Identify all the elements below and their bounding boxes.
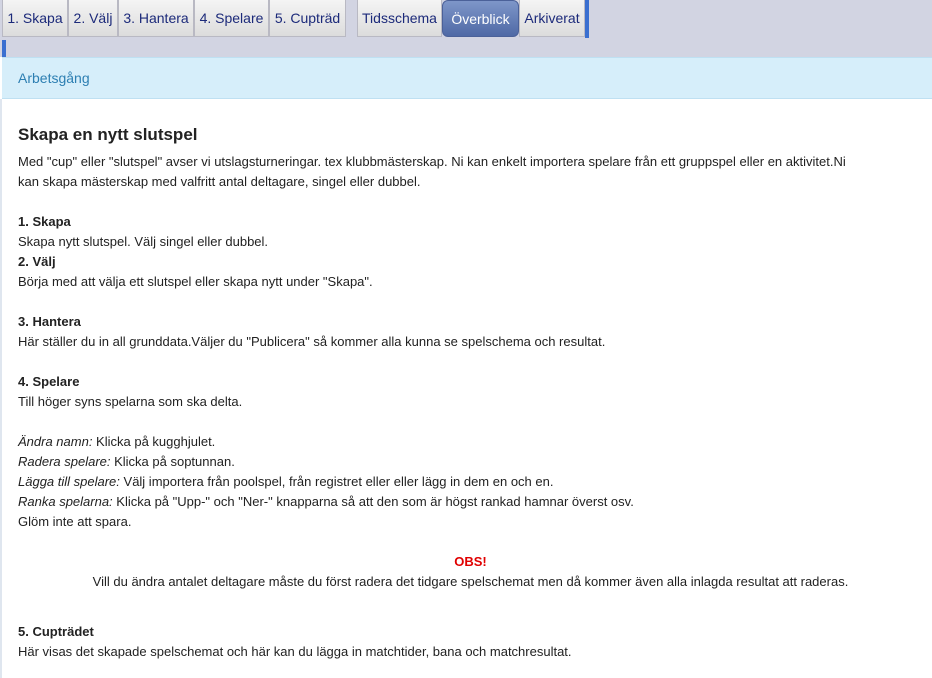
section-skapa	[18, 212, 923, 252]
left-border	[0, 99, 2, 678]
tip-rank-text: Klicka på "Upp-" och "Ner-" knapparna så att den som är högst rankad hamnar överst osv.	[112, 494, 634, 509]
section-hantera-text: Här ställer du in all grunddata.Väljer du "Publicera" så kommer alla kunna se spelschema och resultat.	[18, 334, 606, 349]
warning-title: OBS!	[454, 554, 487, 569]
section-hantera-title: 3. Hantera	[18, 314, 81, 329]
warning-text: Vill du ändra antalet deltagare måste du först radera det tidgare spelschemat men då kommer även alla inlagda resultat att raderas.	[92, 574, 849, 589]
tip-rename-label: Ändra namn:	[18, 434, 93, 449]
tip-rename-text: Klicka på kugghjulet.	[92, 434, 216, 449]
tab-hantera[interactable]: 3. Hantera	[118, 0, 194, 37]
tab-spelare[interactable]: 4. Spelare	[194, 0, 269, 37]
intro-line-2: kan skapa mästerskap med valfritt antal deltagare, singel eller dubbel.	[18, 174, 421, 189]
tab-valj[interactable]: 2. Välj	[68, 0, 118, 37]
intro-line-1: Med "cup" eller "slutspel" avser vi utslagsturneringar. tex klubbmästerskap. Ni kan enkelt importera spelare från ett gruppspel eller en aktivitet.Ni	[18, 154, 846, 169]
section-skapa-title: 1. Skapa	[18, 214, 71, 229]
warning-notice	[18, 552, 923, 592]
save-reminder: Glöm inte att spara.	[18, 514, 132, 529]
left-accent-marker	[2, 40, 6, 57]
tip-delete-text: Klicka på soptunnan.	[110, 454, 235, 469]
section-valj	[18, 252, 923, 292]
section-cuptradet	[18, 622, 923, 662]
tab-cuptrad[interactable]: 5. Cupträd	[269, 0, 346, 37]
section-hantera	[18, 312, 923, 352]
tip-add-label: Lägga till spelare:	[18, 474, 120, 489]
tab-arkiverat[interactable]: Arkiverat	[519, 0, 585, 37]
section-cuptradet-title: 5. Cupträdet	[18, 624, 94, 639]
tip-delete-label: Radera spelare:	[18, 454, 111, 469]
section-spelare	[18, 372, 923, 412]
intro-text	[18, 152, 923, 192]
help-content	[18, 124, 923, 662]
page-title: Skapa en nytt slutspel	[18, 125, 198, 144]
tip-add-text: Välj importera från poolspel, från registret eller eller lägg in dem en och en.	[119, 474, 554, 489]
tab-tidsschema[interactable]: Tidsschema	[357, 0, 442, 37]
section-valj-title: 2. Välj	[18, 254, 56, 269]
tab-strip-end-marker	[585, 0, 589, 38]
section-cuptradet-text: Här visas det skapade spelschemat och här kan du lägga in matchtider, bana och matchresultat.	[18, 644, 572, 659]
section-skapa-text: Skapa nytt slutspel. Välj singel eller dubbel.	[18, 234, 269, 249]
section-spelare-text: Till höger syns spelarna som ska delta.	[18, 394, 243, 409]
tab-skapa[interactable]: 1. Skapa	[2, 0, 68, 37]
tab-overblick[interactable]: Överblick	[442, 0, 519, 37]
workflow-header	[2, 57, 932, 99]
section-valj-text: Börja med att välja ett slutspel eller skapa nytt under "Skapa".	[18, 274, 373, 289]
top-navigation-bar	[0, 0, 932, 57]
tip-rank-label: Ranka spelarna:	[18, 494, 113, 509]
section-spelare-title: 4. Spelare	[18, 374, 80, 389]
workflow-header-label: Arbetsgång	[18, 70, 90, 86]
player-tips	[18, 432, 923, 532]
